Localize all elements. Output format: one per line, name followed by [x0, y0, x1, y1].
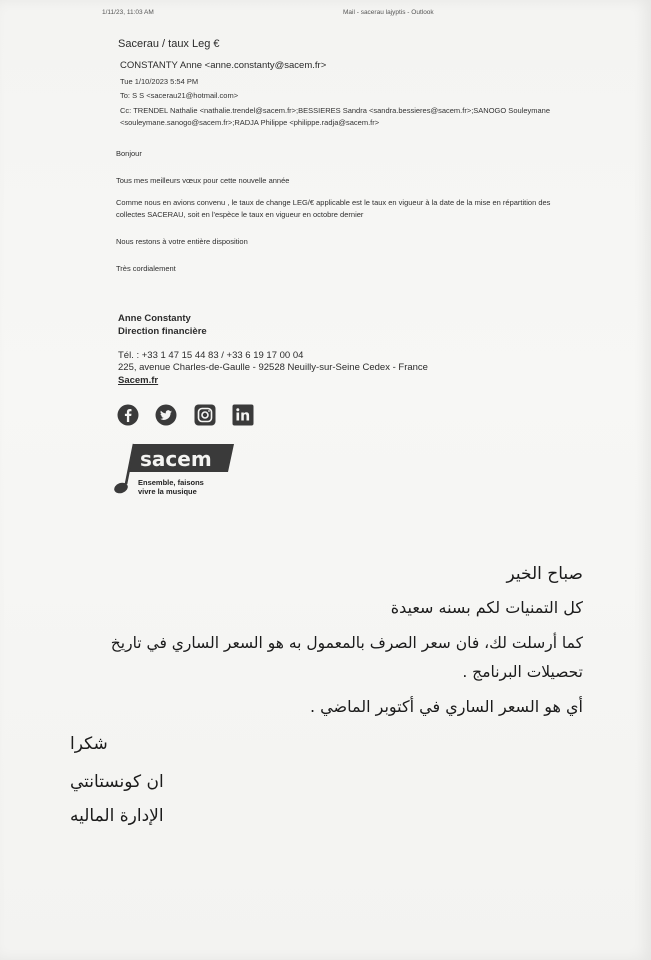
email-wishes: Tous mes meilleurs vœux pour cette nouvelle année — [116, 176, 290, 185]
email-body: Comme nous en avions convenu , le taux de change LEG/€ applicable est le taux en vigueur à la date de la mise en répartition des collectes SACERAU, soit en l'espèce le taux en vigueur en octobre dernier — [116, 198, 551, 219]
logo-tagline-line-2: vivre la musique — [138, 487, 197, 496]
logo-tagline — [138, 478, 204, 496]
translation-body-line-1: كما أرسلت لك، فان سعر الصرف بالمعمول به هو السعر الساري في تاريخ — [110, 634, 583, 652]
print-title: Mail - sacerau lajyptis - Outlook — [343, 9, 434, 16]
signature-name: Anne Constanty — [118, 313, 191, 324]
twitter-icon[interactable] — [155, 404, 177, 426]
translation-greeting: صباح الخير — [506, 564, 583, 584]
translation-thanks: شكرا — [70, 734, 108, 754]
instagram-icon[interactable] — [194, 404, 216, 426]
signature-address: 225, avenue Charles-de-Gaulle - 92528 Neuilly-sur-Seine Cedex - France — [118, 362, 428, 373]
facebook-icon[interactable] — [117, 404, 139, 426]
print-timestamp: 1/11/23, 11:03 AM — [102, 9, 154, 16]
linkedin-icon[interactable] — [232, 404, 254, 426]
translation-signer: ان كونستانتي — [70, 772, 164, 792]
signature-department: Direction financière — [118, 326, 207, 337]
email-to: To: S S <sacerau21@hotmail.com> — [120, 91, 239, 100]
translation-wishes: كل التمنيات لكم بسنه سعيدة — [390, 598, 583, 617]
translation-body-line-2: تحصيلات البرنامج . — [462, 663, 583, 681]
translation-body-line-3: أي هو السعر الساري في أكتوبر الماضي . — [309, 697, 583, 716]
logo-tagline-line-1: Ensemble, faisons — [138, 478, 204, 487]
email-availability: Nous restons à votre entière disposition — [116, 237, 248, 246]
email-cc: Cc: TRENDEL Nathalie <nathalie.trendel@sacem.fr>;BESSIERES Sandra <sandra.bessieres@sacem.fr>;SANOGO Souleymane <souleymane.sanogo@sacem.fr>;RADJA Philippe <philippe.radja@sacem.fr> — [120, 106, 551, 127]
email-subject: Sacerau / taux Leg € — [118, 38, 220, 50]
translation-department: الإدارة الماليه — [70, 806, 164, 826]
logo-text: sacem — [140, 447, 212, 471]
email-date: Tue 1/10/2023 5:54 PM — [120, 77, 199, 86]
email-closing: Très cordialement — [116, 264, 176, 273]
signature-phone: Tél. : +33 1 47 15 44 83 / +33 6 19 17 00 04 — [118, 350, 304, 361]
email-from: CONSTANTY Anne <anne.constanty@sacem.fr> — [120, 60, 327, 71]
email-greeting: Bonjour — [116, 149, 142, 158]
signature-website-link[interactable]: Sacem.fr — [118, 375, 159, 386]
